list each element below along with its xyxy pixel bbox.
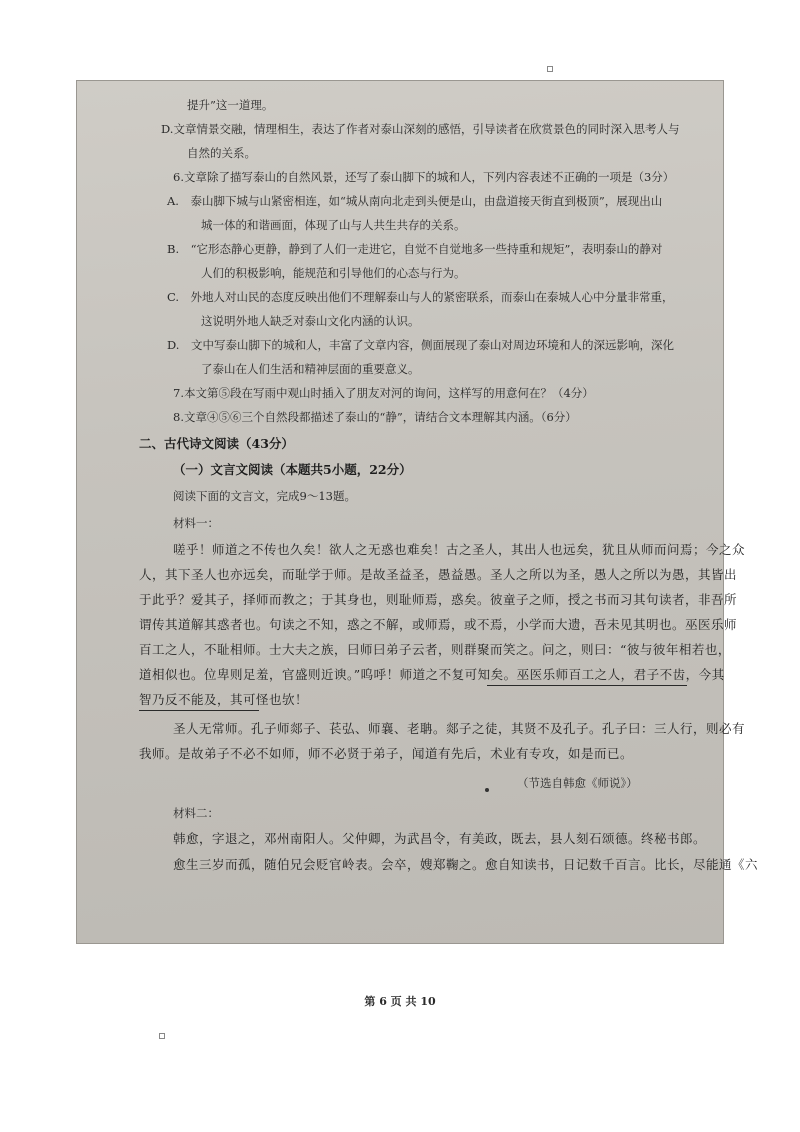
underline-1: [487, 685, 687, 686]
classical-line-10: 韩愈，字退之，邓州南阳人。父仲卿，为武昌令，有美政，既去，县人刻石颂德。终秘书郎。: [173, 831, 707, 846]
subsection-heading: （一）文言文阅读（本题共5小题，22分）: [173, 462, 412, 477]
classical-line-8: 圣人无常师。孔子师郯子、苌弘、师襄、老聃。郯子之徒，其贤不及孔子。孔子曰：三人行，则必有: [173, 721, 746, 736]
instruction: 阅读下面的文言文，完成9～13题。: [173, 489, 356, 503]
classical-line-11: 愈生三岁而孤，随伯兄会贬官岭表。会卒，嫂郑鞠之。愈自知读书，日记数千百言。比长，尽能通《六: [173, 857, 759, 872]
option-c-line-1: C. 外地人对山民的态度反映出他们不理解泰山与人的紧密联系，而泰山在泰城人心中分量非常重，: [167, 290, 674, 304]
option-a-line-2: 城一体的和谐画面，体现了山与人共生共存的关系。: [201, 218, 466, 232]
page-footer: 第 6 页 共 10: [364, 995, 436, 1008]
question-7: 7.本文第⑤段在写雨中观山时插入了朋友对河的询问，这样写的用意何在？（4分）: [173, 386, 594, 400]
source-citation: （节选自韩愈《师说》）: [517, 776, 638, 790]
option-d-line-1: D. 文中写泰山脚下的城和人，丰富了文章内容，侧面展现了泰山对周边环境和人的深远影响，深化: [167, 338, 674, 352]
option-d-line-2: 了泰山在人们生活和精神层面的重要意义。: [201, 362, 420, 376]
text-line-2: D.文章情景交融，情理相生，表达了作者对泰山深刻的感悟，引导读者在欣赏景色的同时深入思考人与: [161, 122, 680, 136]
material-2-label: 材料二：: [173, 806, 219, 820]
classical-line-2: 人，其下圣人也亦远矣，而耻学于师。是故圣益圣，愚益愚。圣人之所以为圣，愚人之所以为愚，其皆出: [139, 567, 738, 582]
classical-line-5: 百工之人，不耻相师。士大夫之族，曰师曰弟子云者，则群聚而笑之。问之，则曰：“彼与彼年相若也，: [139, 642, 731, 657]
text-line-1: 提升”这一道理。: [187, 98, 274, 112]
corner-mark-top: [547, 66, 553, 72]
option-a-line-1: A. 泰山脚下城与山紧密相连，如“城从南向北走到头便是山，由盘道接天街直到极顶”，展现出山: [167, 194, 663, 208]
option-c-line-2: 这说明外地人缺乏对泰山文化内涵的认识。: [201, 314, 420, 328]
classical-line-6: 道相似也。位卑则足羞，官盛则近谀。”呜呼！师道之不复可知矣。巫医乐师百工之人，君子不齿，今其: [139, 667, 725, 682]
underline-2: [139, 710, 259, 711]
classical-line-9: 我师。是故弟子不必不如师，师不必贤于弟子，闻道有先后，术业有专攻，如是而已。: [139, 746, 634, 761]
photo-exam-page: [76, 80, 759, 1008]
section-2-heading: 二、古代诗文阅读（43分）: [139, 436, 294, 451]
question-6: 6.文章除了描写泰山的自然风景，还写了泰山脚下的城和人，下列内容表述不正确的一项是（3分）: [173, 170, 675, 184]
classical-line-3: 于此乎？爱其子，择师而教之；于其身也，则耻师焉，惑矣。彼童子之师，授之书而习其句读者，非吾所: [139, 592, 738, 607]
classical-line-7: 智乃反不能及，其可怪也欤！: [139, 692, 309, 707]
classical-line-4: 谓传其道解其惑者也。句读之不知，惑之不解，或师焉，或不焉，小学而大遗，吾未见其明也。巫医乐师: [139, 617, 738, 632]
question-8: 8.文章④⑤⑥三个自然段都描述了泰山的“静”，请结合文本理解其内涵。（6分）: [173, 410, 577, 424]
classical-line-1: 嗟乎！师道之不传也久矣！欲人之无惑也难矣！古之圣人，其出人也远矣，犹且从师而问焉；今之众: [173, 542, 746, 557]
option-b-line-2: 人们的积极影响，能规范和引导他们的心态与行为。: [201, 266, 466, 280]
corner-mark-bottom: [159, 1033, 165, 1039]
option-b-line-1: B. “它形态静心更静，静到了人们一走进它，自觉不自觉地多一些持重和规矩”，表明泰山的静对: [167, 242, 663, 256]
text-line-3: 自然的关系。: [187, 146, 256, 160]
material-1-label: 材料一：: [173, 516, 219, 530]
ink-dot: [485, 788, 489, 792]
